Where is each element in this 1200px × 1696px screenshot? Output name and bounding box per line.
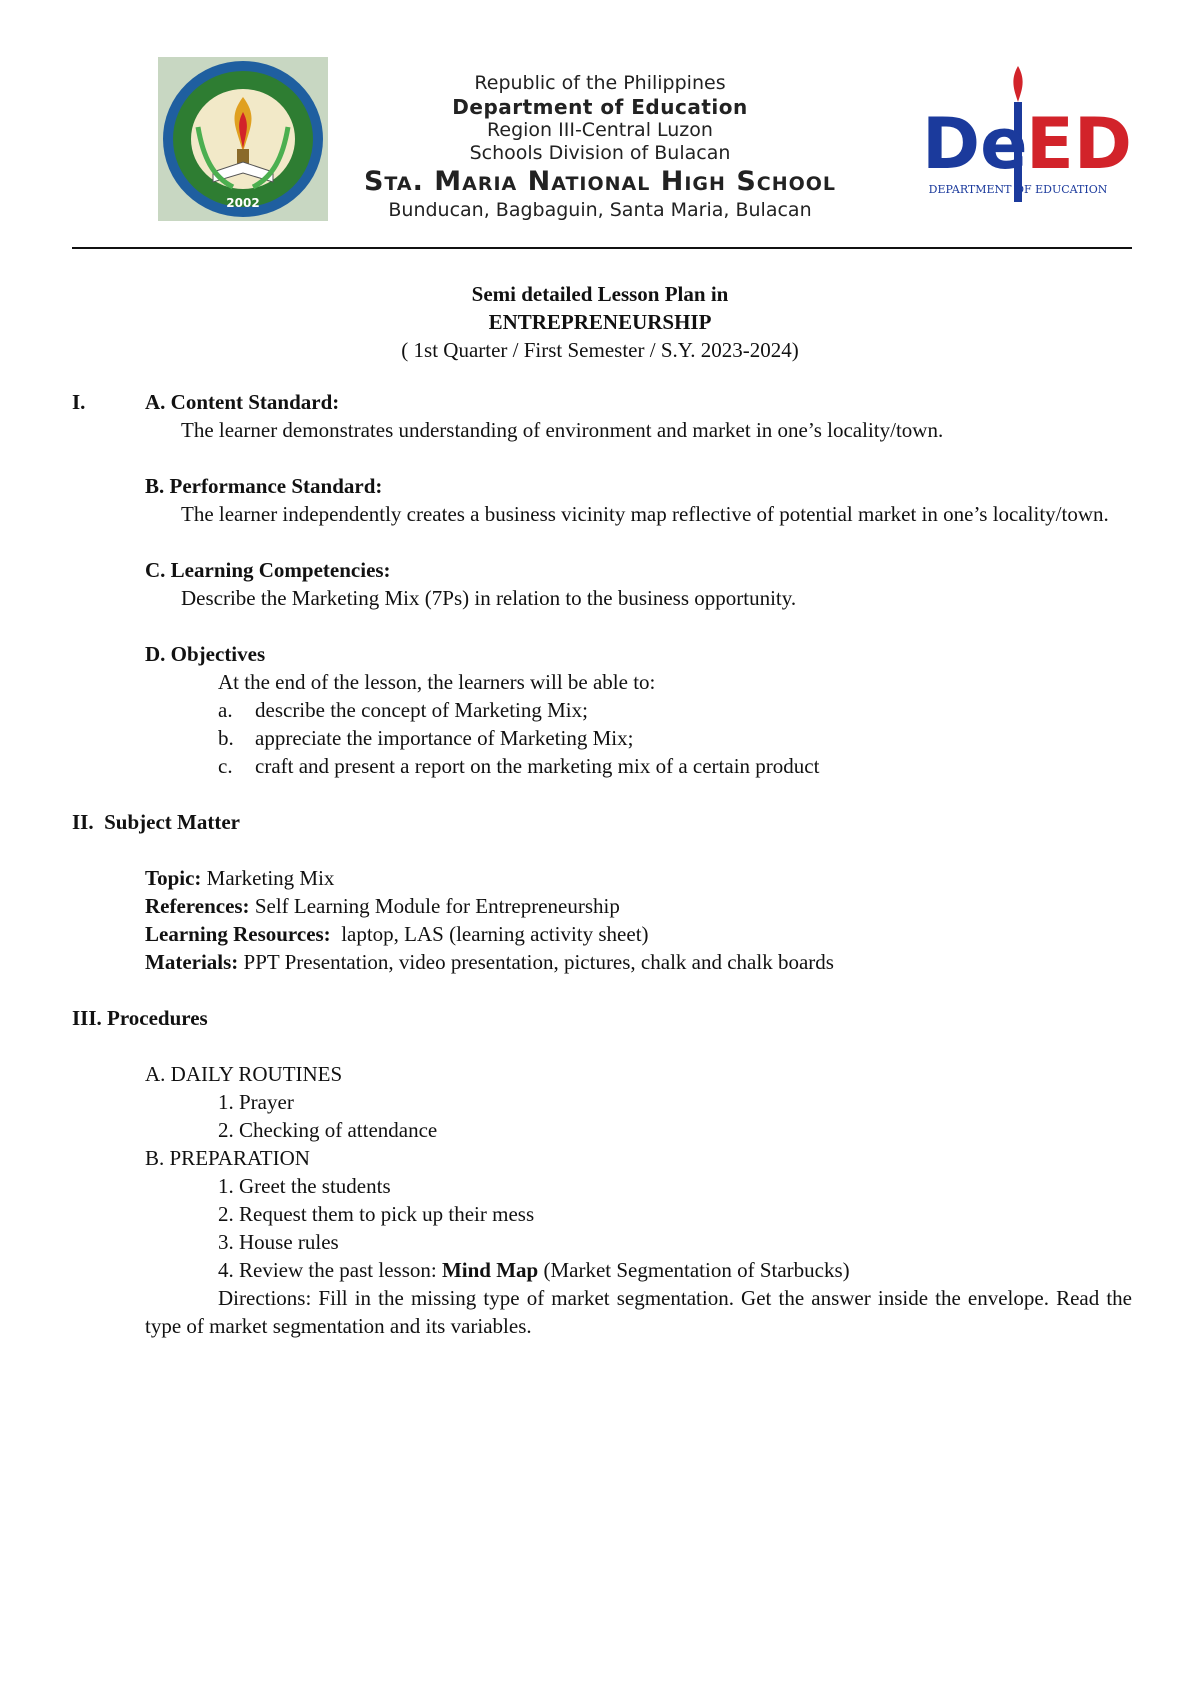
school-address: Bunducan, Bagbaguin, Santa Maria, Bulacan bbox=[388, 199, 812, 221]
performance-standard-heading: B. Performance Standard: bbox=[145, 474, 383, 498]
review-suffix: (Market Segmentation of Starbucks) bbox=[538, 1258, 850, 1282]
svg-text:ED: ED bbox=[1026, 103, 1132, 185]
header-divider bbox=[72, 247, 1132, 249]
list-item: 3. House rules bbox=[218, 1230, 339, 1254]
title-subject: ENTREPRENEURSHIP bbox=[488, 310, 712, 334]
content-standard-text: The learner demonstrates understanding of environment and market in one’s locality/town. bbox=[181, 418, 944, 442]
materials-line bbox=[145, 948, 1132, 976]
topic-value: Marketing Mix bbox=[201, 866, 335, 890]
title-line-1: Semi detailed Lesson Plan in bbox=[471, 282, 729, 306]
objectives-heading: D. Objectives bbox=[145, 642, 266, 666]
list-item: 1. Greet the students bbox=[218, 1174, 391, 1198]
list-text: craft and present a report on the marketing mix of a certain product bbox=[255, 754, 820, 778]
performance-standard-text: The learner independently creates a business vicinity map reflective of potential market in one’s locality/town. bbox=[181, 502, 1109, 526]
resources-label: Learning Resources: bbox=[145, 922, 331, 946]
review-line bbox=[218, 1256, 1132, 1284]
letterhead bbox=[0, 0, 1200, 250]
list-item bbox=[218, 752, 1132, 780]
list-marker: a. bbox=[218, 698, 233, 722]
department-line: Department of Education bbox=[452, 95, 748, 119]
directions-text: Directions: Fill in the missing type of market segmentation. Get the answer inside the envelope. Read the type of market segmentation and its variables. bbox=[145, 1286, 1132, 1338]
school-name: Sta. Maria National High School bbox=[363, 166, 837, 197]
deped-logo-icon bbox=[918, 58, 1132, 218]
title-term: ( 1st Quarter / First Semester / S.Y. 2023-2024) bbox=[401, 338, 799, 362]
resources-line bbox=[145, 920, 1132, 948]
svg-text:2002: 2002 bbox=[226, 196, 260, 210]
content-standard-heading: A. Content Standard: bbox=[145, 390, 340, 414]
topic-label: Topic: bbox=[145, 866, 202, 890]
references-value: Self Learning Module for Entrepreneurship bbox=[249, 894, 620, 918]
resources-value: laptop, LAS (learning activity sheet) bbox=[330, 922, 649, 946]
daily-routines-heading: A. DAILY ROUTINES bbox=[145, 1062, 343, 1086]
lesson-body bbox=[72, 388, 1132, 1340]
list-item bbox=[218, 724, 1132, 752]
references-label: References: bbox=[145, 894, 250, 918]
review-activity: Mind Map bbox=[441, 1258, 539, 1282]
list-text: describe the concept of Marketing Mix; bbox=[255, 698, 588, 722]
procedures-heading: III. Procedures bbox=[72, 1006, 208, 1030]
materials-label: Materials: bbox=[145, 950, 239, 974]
learning-competencies-heading: C. Learning Competencies: bbox=[145, 558, 391, 582]
list-item: 2. Request them to pick up their mess bbox=[218, 1202, 535, 1226]
list-item: 1. Prayer bbox=[218, 1090, 294, 1114]
section-numeral: I. bbox=[72, 390, 86, 414]
materials-value: PPT Presentation, video presentation, pictures, chalk and chalk boards bbox=[238, 950, 834, 974]
objectives-intro: At the end of the lesson, the learners will be able to: bbox=[218, 670, 656, 694]
list-item bbox=[218, 696, 1132, 724]
country-line: Republic of the Philippines bbox=[474, 72, 726, 94]
list-text: appreciate the importance of Marketing Mix; bbox=[255, 726, 634, 750]
section-i bbox=[72, 388, 1132, 416]
letterhead-text bbox=[330, 72, 870, 222]
region-line: Region III-Central Luzon bbox=[487, 119, 713, 141]
svg-text:De: De bbox=[922, 103, 1028, 185]
subject-matter-heading: II. Subject Matter bbox=[72, 810, 240, 834]
svg-text:DEPARTMENT OF EDUCATION: DEPARTMENT OF EDUCATION bbox=[928, 183, 1108, 196]
references-line bbox=[145, 892, 1132, 920]
list-marker: c. bbox=[218, 754, 233, 778]
list-item: 2. Checking of attendance bbox=[218, 1118, 438, 1142]
school-seal-icon bbox=[158, 57, 328, 221]
list-marker: b. bbox=[218, 726, 234, 750]
review-prefix: 4. Review the past lesson: bbox=[218, 1258, 442, 1282]
lesson-title bbox=[0, 280, 1200, 364]
topic-line bbox=[145, 864, 1132, 892]
learning-competencies-text: Describe the Marketing Mix (7Ps) in relation to the business opportunity. bbox=[181, 586, 797, 610]
preparation-heading: B. PREPARATION bbox=[145, 1146, 310, 1170]
division-line: Schools Division of Bulacan bbox=[469, 142, 731, 164]
